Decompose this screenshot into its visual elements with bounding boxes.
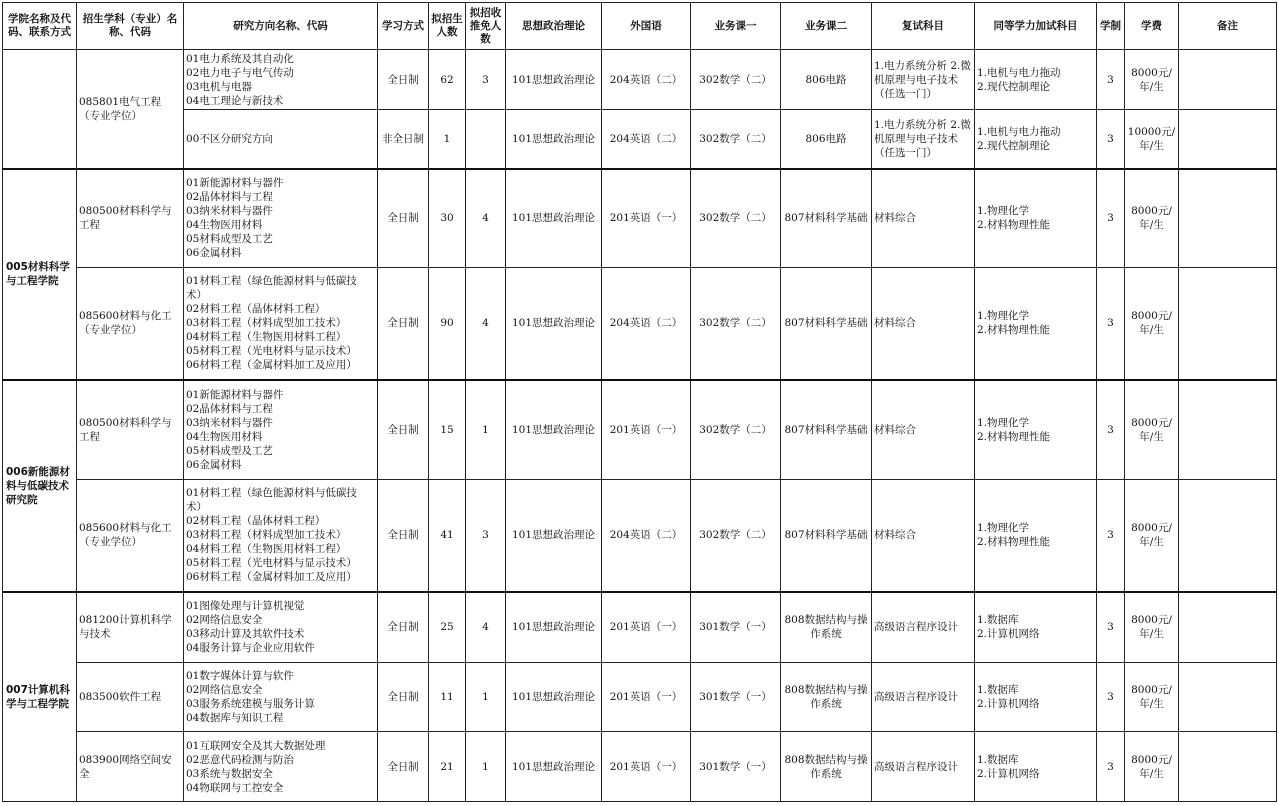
course-one-exam: 302数学（二）	[691, 480, 781, 592]
header-mode: 学习方式	[378, 3, 429, 50]
subject-name: 083500软件工程	[77, 663, 184, 732]
research-directions: 00不区分研究方向	[184, 110, 378, 169]
equivalent-extra-subjects: 1.物理化学 2.材料物理性能	[975, 169, 1097, 268]
tuition-fee: 10000元/年/生	[1125, 110, 1179, 169]
program-years: 3	[1097, 480, 1125, 592]
tuition-fee: 8000元/年/生	[1125, 268, 1179, 380]
program-years: 3	[1097, 268, 1125, 380]
research-directions: 01图像处理与计算机视觉 02网络信息安全 03移动计算及其软件技术 04服务计算与企业应用软件	[184, 592, 378, 663]
enrollment-quota: 11	[429, 663, 466, 732]
tuition-fee: 8000元/年/生	[1125, 663, 1179, 732]
research-directions: 01互联网安全及其大数据处理 02恶意代码检测与防治 03系统与数据安全 04物联网与工控安全	[184, 732, 378, 802]
politics-exam: 101思想政治理论	[506, 732, 602, 802]
retest-subjects: 高级语言程序设计	[872, 732, 975, 802]
foreign-language-exam: 204英语（二）	[602, 268, 691, 380]
table-row	[3, 50, 1277, 110]
remarks	[1179, 592, 1277, 663]
study-mode: 全日制	[378, 732, 429, 802]
table-row	[3, 110, 1277, 169]
subject-name: 085801电气工程（专业学位）	[77, 50, 184, 169]
foreign-language-exam: 201英语（一）	[602, 592, 691, 663]
equivalent-extra-subjects: 1.数据库 2.计算机网络	[975, 592, 1097, 663]
remarks	[1179, 169, 1277, 268]
foreign-language-exam: 201英语（一）	[602, 663, 691, 732]
header-years: 学制	[1097, 3, 1125, 50]
retest-subjects: 1.电力系统分析 2.微机原理与电子技术（任选一门）	[872, 50, 975, 110]
equivalent-extra-subjects: 1.电机与电力拖动 2.现代控制理论	[975, 110, 1097, 169]
course-two-exam: 806电路	[781, 110, 872, 169]
program-years: 3	[1097, 110, 1125, 169]
remarks	[1179, 268, 1277, 380]
remarks	[1179, 663, 1277, 732]
equivalent-extra-subjects: 1.物理化学 2.材料物理性能	[975, 380, 1097, 480]
table-row	[3, 268, 1277, 380]
tuition-fee: 8000元/年/生	[1125, 732, 1179, 802]
enrollment-quota: 15	[429, 380, 466, 480]
enrollment-quota: 62	[429, 50, 466, 110]
politics-exam: 101思想政治理论	[506, 169, 602, 268]
header-course1: 业务课一	[691, 3, 781, 50]
politics-exam: 101思想政治理论	[506, 50, 602, 110]
course-two-exam: 808数据结构与操作系统	[781, 732, 872, 802]
course-one-exam: 301数学（一）	[691, 732, 781, 802]
study-mode: 全日制	[378, 268, 429, 380]
politics-exam: 101思想政治理论	[506, 663, 602, 732]
equivalent-extra-subjects: 1.数据库 2.计算机网络	[975, 732, 1097, 802]
politics-exam: 101思想政治理论	[506, 110, 602, 169]
retest-subjects: 高级语言程序设计	[872, 663, 975, 732]
course-two-exam: 806电路	[781, 50, 872, 110]
table-header-row	[3, 3, 1277, 50]
tuition-fee: 8000元/年/生	[1125, 592, 1179, 663]
table-row	[3, 663, 1277, 732]
program-years: 3	[1097, 169, 1125, 268]
study-mode: 非全日制	[378, 110, 429, 169]
remarks	[1179, 50, 1277, 110]
course-two-exam: 808数据结构与操作系统	[781, 592, 872, 663]
study-mode: 全日制	[378, 169, 429, 268]
table-row	[3, 732, 1277, 802]
header-college: 学院名称及代码、联系方式	[3, 3, 77, 50]
research-directions: 01材料工程（绿色能源材料与低碳技术） 02材料工程（晶体材料工程） 03材料工程（材料成型加工技术） 04材料工程（生物医用材料工程） 05材料工程（光电材料与显示技术） 06材料工程（金属材料加工及应用）	[184, 480, 378, 592]
foreign-language-exam: 201英语（一）	[602, 169, 691, 268]
course-two-exam: 807材料科学基础	[781, 380, 872, 480]
retest-subjects: 材料综合	[872, 169, 975, 268]
course-one-exam: 302数学（二）	[691, 268, 781, 380]
study-mode: 全日制	[378, 592, 429, 663]
recommend-quota: 3	[466, 50, 506, 110]
enrollment-quota: 90	[429, 268, 466, 380]
table-row	[3, 592, 1277, 663]
recommend-quota: 1	[466, 380, 506, 480]
header-recommend: 拟招收推免人数	[466, 3, 506, 50]
recommend-quota: 4	[466, 268, 506, 380]
politics-exam: 101思想政治理论	[506, 380, 602, 480]
admissions-table-sheet	[2, 2, 1277, 802]
research-directions: 01新能源材料与器件 02晶体材料与工程 03纳米材料与器件 04生物医用材料 05材料成型及工艺 06金属材料	[184, 380, 378, 480]
header-note: 备注	[1179, 3, 1277, 50]
program-years: 3	[1097, 380, 1125, 480]
header-extra: 同等学力加试科目	[975, 3, 1097, 50]
enrollment-quota: 1	[429, 110, 466, 169]
course-one-exam: 302数学（二）	[691, 50, 781, 110]
header-course2: 业务课二	[781, 3, 872, 50]
college-name: 007计算机科学与工程学院	[3, 592, 77, 802]
recommend-quota: 4	[466, 169, 506, 268]
subject-name: 080500材料科学与工程	[77, 169, 184, 268]
table-row	[3, 169, 1277, 268]
study-mode: 全日制	[378, 480, 429, 592]
remarks	[1179, 480, 1277, 592]
course-one-exam: 302数学（二）	[691, 169, 781, 268]
remarks	[1179, 380, 1277, 480]
tuition-fee: 8000元/年/生	[1125, 480, 1179, 592]
program-years: 3	[1097, 50, 1125, 110]
research-directions: 01数字媒体计算与软件 02网络信息安全 03服务系统建模与服务计算 04数据库与知识工程	[184, 663, 378, 732]
enrollment-quota: 25	[429, 592, 466, 663]
header-fee: 学费	[1125, 3, 1179, 50]
equivalent-extra-subjects: 1.电机与电力拖动 2.现代控制理论	[975, 50, 1097, 110]
retest-subjects: 材料综合	[872, 268, 975, 380]
foreign-language-exam: 204英语（二）	[602, 50, 691, 110]
course-one-exam: 301数学（一）	[691, 663, 781, 732]
recommend-quota	[466, 110, 506, 169]
table-body	[3, 50, 1277, 802]
tuition-fee: 8000元/年/生	[1125, 169, 1179, 268]
research-directions: 01材料工程（绿色能源材料与低碳技术） 02材料工程（晶体材料工程） 03材料工程（材料成型加工技术） 04材料工程（生物医用材料工程） 05材料工程（光电材料与显示技术） 06材料工程（金属材料加工及应用）	[184, 268, 378, 380]
course-one-exam: 301数学（一）	[691, 592, 781, 663]
subject-name: 081200计算机科学与技术	[77, 592, 184, 663]
header-politics: 思想政治理论	[506, 3, 602, 50]
remarks	[1179, 110, 1277, 169]
header-direction: 研究方向名称、代码	[184, 3, 378, 50]
table-row	[3, 480, 1277, 592]
tuition-fee: 8000元/年/生	[1125, 50, 1179, 110]
recommend-quota: 1	[466, 663, 506, 732]
research-directions: 01电力系统及其自动化 02电力电子与电气传动 03电机与电器 04电工理论与新技术	[184, 50, 378, 110]
college-name: 005材料科学与工程学院	[3, 169, 77, 380]
equivalent-extra-subjects: 1.数据库 2.计算机网络	[975, 663, 1097, 732]
table-row	[3, 380, 1277, 480]
course-one-exam: 302数学（二）	[691, 380, 781, 480]
politics-exam: 101思想政治理论	[506, 268, 602, 380]
foreign-language-exam: 204英语（二）	[602, 480, 691, 592]
admissions-table	[2, 2, 1277, 802]
subject-name: 085600材料与化工（专业学位）	[77, 480, 184, 592]
course-one-exam: 302数学（二）	[691, 110, 781, 169]
program-years: 3	[1097, 592, 1125, 663]
course-two-exam: 807材料科学基础	[781, 169, 872, 268]
study-mode: 全日制	[378, 50, 429, 110]
equivalent-extra-subjects: 1.物理化学 2.材料物理性能	[975, 480, 1097, 592]
course-two-exam: 807材料科学基础	[781, 268, 872, 380]
tuition-fee: 8000元/年/生	[1125, 380, 1179, 480]
course-two-exam: 808数据结构与操作系统	[781, 663, 872, 732]
program-years: 3	[1097, 732, 1125, 802]
enrollment-quota: 21	[429, 732, 466, 802]
recommend-quota: 3	[466, 480, 506, 592]
college-name	[3, 50, 77, 169]
enrollment-quota: 30	[429, 169, 466, 268]
remarks	[1179, 732, 1277, 802]
study-mode: 全日制	[378, 380, 429, 480]
foreign-language-exam: 201英语（一）	[602, 380, 691, 480]
subject-name: 085600材料与化工（专业学位）	[77, 268, 184, 380]
study-mode: 全日制	[378, 663, 429, 732]
header-quota: 拟招生人数	[429, 3, 466, 50]
politics-exam: 101思想政治理论	[506, 592, 602, 663]
politics-exam: 101思想政治理论	[506, 480, 602, 592]
retest-subjects: 1.电力系统分析 2.微机原理与电子技术（任选一门）	[872, 110, 975, 169]
header-subject: 招生学科（专业）名称、代码	[77, 3, 184, 50]
enrollment-quota: 41	[429, 480, 466, 592]
foreign-language-exam: 201英语（一）	[602, 732, 691, 802]
retest-subjects: 材料综合	[872, 380, 975, 480]
subject-name: 083900网络空间安全	[77, 732, 184, 802]
header-retest: 复试科目	[872, 3, 975, 50]
recommend-quota: 4	[466, 592, 506, 663]
header-foreign: 外国语	[602, 3, 691, 50]
college-name: 006新能源材料与低碳技术研究院	[3, 380, 77, 592]
retest-subjects: 材料综合	[872, 480, 975, 592]
equivalent-extra-subjects: 1.物理化学 2.材料物理性能	[975, 268, 1097, 380]
course-two-exam: 807材料科学基础	[781, 480, 872, 592]
program-years: 3	[1097, 663, 1125, 732]
recommend-quota: 1	[466, 732, 506, 802]
subject-name: 080500材料科学与工程	[77, 380, 184, 480]
foreign-language-exam: 204英语（二）	[602, 110, 691, 169]
research-directions: 01新能源材料与器件 02晶体材料与工程 03纳米材料与器件 04生物医用材料 05材料成型及工艺 06金属材料	[184, 169, 378, 268]
retest-subjects: 高级语言程序设计	[872, 592, 975, 663]
